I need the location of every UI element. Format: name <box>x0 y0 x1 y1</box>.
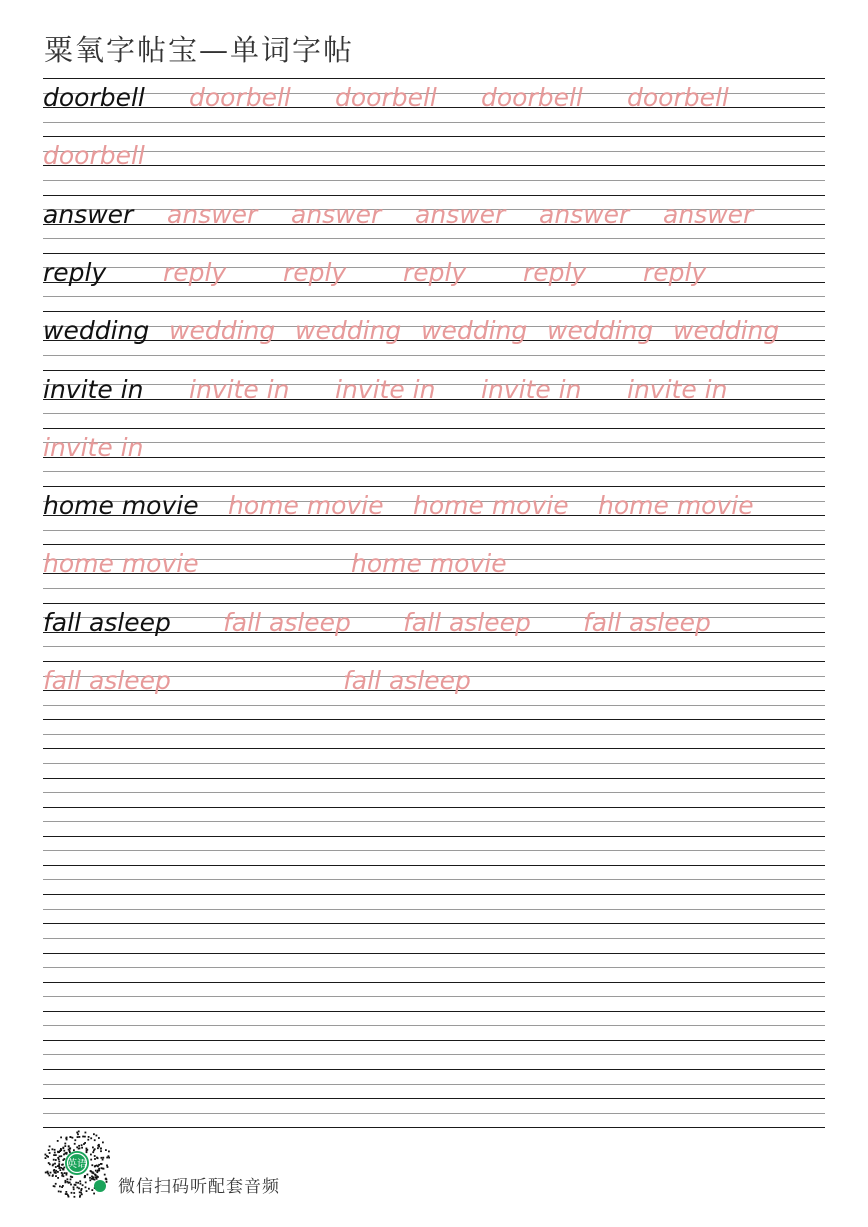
model-word: reply <box>43 257 107 287</box>
footer <box>42 1128 442 1198</box>
ruled-line <box>43 442 825 443</box>
ruled-line <box>43 1069 825 1070</box>
trace-word: fall asleep <box>583 607 711 637</box>
ruled-line <box>43 909 825 910</box>
ruled-line <box>43 748 825 749</box>
ruled-line <box>43 982 825 983</box>
practice-sheet <box>43 0 825 1227</box>
trace-word: wedding <box>169 316 276 346</box>
ruled-line <box>43 923 825 924</box>
trace-word: doorbell <box>43 141 145 171</box>
trace-word: answer <box>291 199 382 229</box>
ruled-line <box>43 836 825 837</box>
trace-word: invite in <box>189 374 290 404</box>
trace-word: wedding <box>547 316 654 346</box>
ruled-line <box>43 544 825 545</box>
ruled-line <box>43 180 825 181</box>
ruled-line <box>43 996 825 997</box>
ruled-line <box>43 457 825 458</box>
qr-badge-text: 英语 <box>67 1159 87 1170</box>
trace-word: invite in <box>43 432 144 462</box>
model-word: doorbell <box>43 83 145 112</box>
trace-word: home movie <box>43 549 199 579</box>
ruled-line <box>43 967 825 968</box>
ruled-line <box>43 413 825 414</box>
ruled-line <box>43 78 825 79</box>
ruled-line <box>43 1040 825 1041</box>
ruled-line <box>43 646 825 647</box>
ruled-line <box>43 486 825 487</box>
trace-word: reply <box>163 257 227 287</box>
ruled-line <box>43 296 825 297</box>
ruled-line <box>43 879 825 880</box>
trace-word: invite in <box>481 374 582 404</box>
ruled-line <box>43 778 825 779</box>
trace-word: home movie <box>228 491 384 521</box>
trace-word: doorbell <box>335 83 437 112</box>
trace-word: reply <box>523 257 587 287</box>
trace-word: invite in <box>627 374 728 404</box>
ruled-line <box>43 734 825 735</box>
ruled-line <box>43 719 825 720</box>
trace-word: wedding <box>673 316 780 346</box>
ruled-line <box>43 1025 825 1026</box>
ruled-line <box>43 151 825 152</box>
trace-word: fall asleep <box>223 607 351 637</box>
trace-word: reply <box>643 257 707 287</box>
mini-program-icon <box>94 1180 106 1192</box>
ruled-line <box>43 530 825 531</box>
ruled-line <box>43 1084 825 1085</box>
footer-text: 微信扫码听配套音频 <box>118 1177 280 1197</box>
trace-word: fall asleep <box>403 607 531 637</box>
trace-word: wedding <box>421 316 528 346</box>
ruled-line <box>43 238 825 239</box>
trace-word: home movie <box>413 491 569 521</box>
trace-word: invite in <box>335 374 436 404</box>
ruled-line <box>43 195 825 196</box>
ruled-line <box>43 1113 825 1114</box>
ruled-line <box>43 661 825 662</box>
trace-word: wedding <box>295 316 402 346</box>
trace-word: reply <box>283 257 347 287</box>
ruled-line <box>43 865 825 866</box>
ruled-line <box>43 1098 825 1099</box>
ruled-line <box>43 953 825 954</box>
trace-word: doorbell <box>627 83 729 112</box>
ruled-line <box>43 136 825 137</box>
ruled-line <box>43 253 825 254</box>
ruled-line <box>43 165 825 166</box>
trace-word: doorbell <box>481 83 583 112</box>
ruled-line <box>43 428 825 429</box>
trace-word: fall asleep <box>43 666 171 695</box>
ruled-line <box>43 370 825 371</box>
ruled-line <box>43 1054 825 1055</box>
qr-code-icon[interactable] <box>42 1128 112 1198</box>
trace-word: answer <box>415 199 506 229</box>
ruled-line <box>43 938 825 939</box>
ruled-line <box>43 894 825 895</box>
ruled-line <box>43 705 825 706</box>
trace-word: doorbell <box>189 83 291 112</box>
page-title: 粟氧字帖宝—单词字帖 <box>44 33 355 67</box>
ruled-line <box>43 603 825 604</box>
ruled-line <box>43 311 825 312</box>
trace-word: answer <box>167 199 258 229</box>
model-word: invite in <box>43 374 144 404</box>
model-word: wedding <box>43 316 150 346</box>
trace-word: home movie <box>351 549 507 579</box>
ruled-line <box>43 1011 825 1012</box>
trace-word: home movie <box>598 491 754 521</box>
ruled-line <box>43 850 825 851</box>
trace-word: fall asleep <box>343 666 471 695</box>
ruled-line <box>43 122 825 123</box>
trace-word: answer <box>663 199 754 229</box>
model-word: answer <box>43 199 134 229</box>
model-word: home movie <box>43 491 199 521</box>
trace-word: reply <box>403 257 467 287</box>
ruled-line <box>43 821 825 822</box>
ruled-line <box>43 355 825 356</box>
ruled-line <box>43 807 825 808</box>
ruled-line <box>43 792 825 793</box>
ruled-line <box>43 588 825 589</box>
model-word: fall asleep <box>43 607 171 637</box>
trace-word: answer <box>539 199 630 229</box>
ruled-line <box>43 763 825 764</box>
ruled-line <box>43 471 825 472</box>
